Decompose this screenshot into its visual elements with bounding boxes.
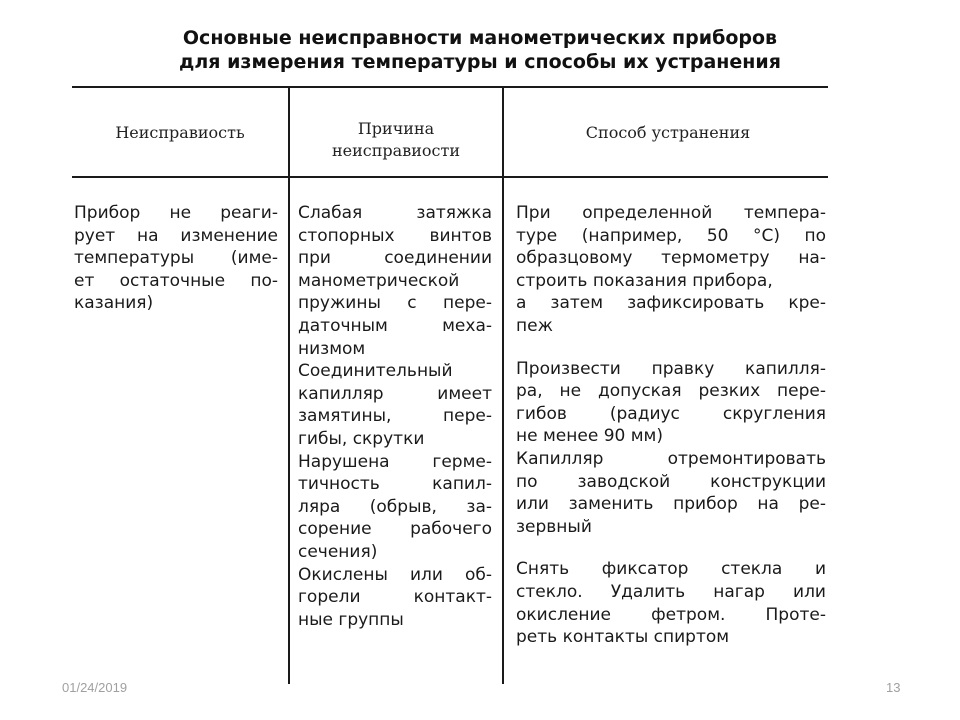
footer-date: 01/24/2019: [62, 680, 128, 695]
cause-line: гибы, скрутки: [298, 428, 425, 449]
remedy-line: стекло. Удалить нагар или: [516, 581, 826, 602]
cause-line: Слабая затяжка: [298, 203, 492, 223]
remedy-line: Произвести правку капилля-: [516, 358, 826, 379]
remedy-line: а затем зафиксировать кре-: [516, 293, 826, 314]
fault-line: казания): [74, 293, 154, 314]
cause-line: капилляр имеет: [298, 383, 492, 404]
remedy-line: ра, не допуская резких пере-: [516, 381, 826, 402]
header-remedy: Способ устранения: [585, 123, 751, 142]
cause-line: манометрической: [298, 270, 460, 291]
column-divider-2: [502, 86, 504, 684]
fault-column: [74, 202, 278, 315]
cause-line: ляра (обрыв, за-: [298, 496, 492, 517]
cause-line: тичность капил-: [298, 474, 492, 495]
page-number: 13: [886, 680, 901, 695]
remedy-line: зервный: [516, 516, 592, 537]
cause-line: сорение рабочего: [298, 519, 492, 540]
fault-line: ет остаточные по-: [74, 270, 278, 291]
column-divider-1: [288, 86, 290, 684]
cause-line: пружины с пере-: [298, 293, 492, 314]
cause-line: ные группы: [298, 609, 404, 630]
cause-column: [298, 202, 492, 631]
remedy-line: строить показания прибора,: [516, 270, 773, 291]
remedy-line: гибов (радиус скругления: [516, 403, 826, 424]
remedy-line: туре (например, 50 °С) по: [516, 225, 826, 246]
cause-line: сечения): [298, 541, 378, 562]
fault-line: Прибор не реаги-: [74, 203, 278, 223]
cause-line: горели контакт-: [298, 587, 492, 608]
remedy-line: Капилляр отремонтировать: [516, 448, 826, 469]
header-fault: Неисправиость: [115, 123, 245, 142]
remedy-line: реть контакты спиртом: [516, 627, 730, 648]
header-bottom-rule: [72, 176, 828, 178]
remedy-line: не менее 90 мм): [516, 426, 664, 447]
remedy-line: или заменить прибор на ре-: [516, 494, 826, 515]
remedy-line: пеж: [516, 315, 553, 336]
table-top-rule: [72, 86, 828, 88]
cause-line: стопорных винтов: [298, 225, 492, 246]
fault-line: температуры (име-: [74, 248, 278, 269]
cause-line: Окислены или об-: [298, 564, 492, 585]
cause-line: Соединительный: [298, 361, 453, 382]
remedy-line: образцовому термометру на-: [516, 248, 826, 269]
remedy-column: [516, 202, 826, 649]
remedy-line: Снять фиксатор стекла и: [516, 559, 826, 580]
remedy-line: При определенной темпера-: [516, 203, 826, 223]
cause-line: при соединении: [298, 248, 492, 269]
header-cause-line-1: Причина: [357, 119, 435, 138]
cause-line: даточным меха-: [298, 315, 492, 336]
table-title-line-2: для измерения температуры и способы их устранения: [179, 51, 781, 73]
table-title-line-1: Основные неисправности манометрических приборов: [182, 27, 778, 49]
cause-line: низмом: [298, 338, 366, 359]
header-cause-line-2: неисправиости: [332, 141, 460, 160]
header-cause: [296, 118, 496, 162]
cause-line: замятины, пере-: [298, 406, 492, 427]
remedy-line: по заводской конструкции: [516, 471, 826, 492]
remedy-line: окисление фетром. Протe-: [516, 604, 826, 625]
fault-line: рует на изменение: [74, 225, 278, 246]
cause-line: Нарушена герме-: [298, 451, 492, 472]
